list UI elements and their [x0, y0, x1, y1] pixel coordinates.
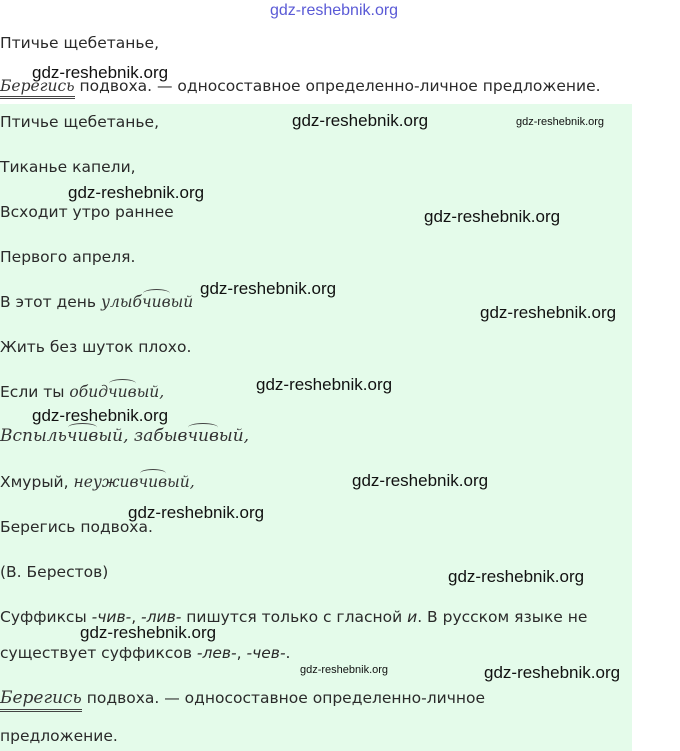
intro-line-1: Птичье щебетанье,	[0, 34, 160, 52]
rule-line-2: существует суффиксов -лев-, -чев-.	[0, 644, 291, 662]
poem-line-4: Первого апреля.	[0, 248, 136, 266]
poem-line-3: Всходит утро раннее	[0, 203, 174, 221]
analysis-line-1: Берегись подвоха. — односоставное определенно-личное	[0, 688, 485, 708]
rule-line-1: Суффиксы -чив-, -лив- пишутся только с гласной и. В русском языке не	[0, 608, 588, 626]
word-ulybchivyi: улыбчивый	[101, 293, 194, 311]
watermark: gdz-reshebnik.org	[256, 375, 393, 394]
watermark: gdz-reshebnik.org	[352, 471, 489, 490]
suffix-arc: чив	[108, 383, 137, 401]
analysis-line-2: предложение.	[0, 727, 118, 745]
suffix-arc: чив	[138, 473, 168, 491]
poem-author: (В. Берестов)	[0, 563, 109, 581]
watermark: gdz-reshebnik.org	[448, 567, 585, 586]
watermark: gdz-reshebnik.org	[32, 406, 169, 425]
intro-line-2: Берегись подвоха. — односоставное определенно-личное предложение.	[0, 76, 601, 96]
poem-line-5: В этот день улыбчивый	[0, 293, 194, 311]
poem-line-6: Жить без шуток плохо.	[0, 338, 192, 356]
subject-word: Берегись	[0, 688, 82, 712]
suffix-arc: чив	[66, 426, 99, 446]
watermark: gdz-reshebnik.org	[128, 503, 265, 522]
watermark: gdz-reshebnik.org	[424, 207, 561, 226]
suffix-arc: чив	[187, 426, 219, 446]
watermark: gdz-reshebnik.org	[68, 183, 205, 202]
suffix-arc: чив	[141, 293, 171, 311]
word-obidchivyi: обидчивый,	[69, 383, 165, 401]
word-neuzhivchivyi: неуживчивый,	[73, 473, 195, 491]
poem-line-7: Если ты обидчивый,	[0, 383, 165, 401]
poem-line-9: Хмурый, неуживчивый,	[0, 473, 195, 491]
watermark: gdz-reshebnik.org	[200, 279, 337, 298]
watermark: gdz-reshebnik.org	[292, 111, 429, 130]
watermark: gdz-reshebnik.org	[32, 63, 169, 82]
subject-word: Берегись	[0, 77, 75, 99]
watermark: gdz-reshebnik.org	[516, 116, 605, 128]
poem-line-8	[0, 426, 249, 446]
watermark: gdz-reshebnik.org	[300, 664, 389, 676]
word-vspylchivyi: Вспыльчивый,	[0, 426, 134, 446]
poem-line-1: Птичье щебетанье,	[0, 113, 160, 131]
site-header[interactable]: gdz-reshebnik.org	[270, 2, 399, 19]
watermark: gdz-reshebnik.org	[80, 623, 217, 642]
watermark: gdz-reshebnik.org	[480, 303, 617, 322]
watermark: gdz-reshebnik.org	[484, 663, 621, 682]
poem-line-2: Тиканье капели,	[0, 158, 136, 176]
poem-line-10: Берегись подвоха.	[0, 518, 153, 536]
word-zabyvchivyi: забывчивый,	[133, 426, 250, 446]
